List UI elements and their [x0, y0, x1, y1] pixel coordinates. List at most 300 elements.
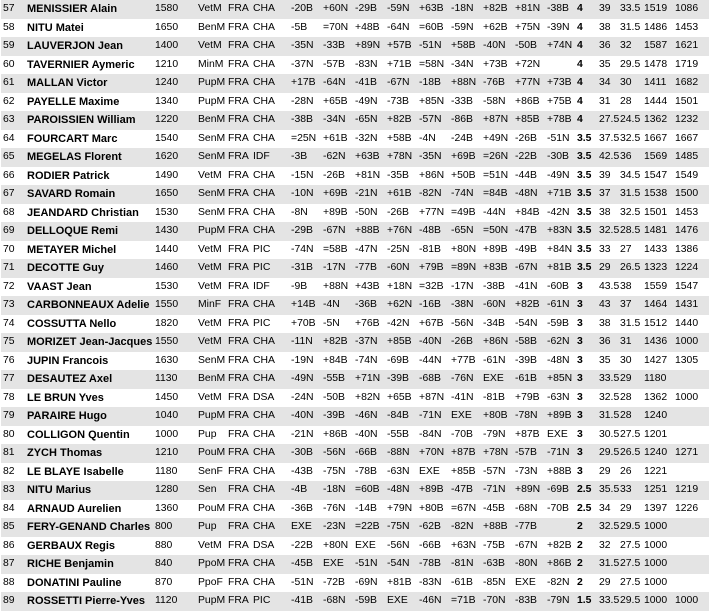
category-cell: BenM: [196, 111, 226, 130]
elo-cell: 1240: [153, 74, 196, 93]
tiebreak1-cell: 39: [597, 167, 618, 186]
points-cell: 2: [575, 537, 597, 556]
round-result-cell: -39B: [385, 370, 417, 389]
performance-cell: 1000: [642, 592, 673, 611]
round-result-cell: -9B: [289, 278, 321, 297]
rating-cell: 1667: [673, 130, 709, 149]
player-name-cell: PARAIRE Hugo: [25, 407, 153, 426]
category-cell: VetM: [196, 389, 226, 408]
round-result-cell: =71B: [449, 592, 481, 611]
tiebreak1-cell: 29.5: [597, 444, 618, 463]
points-cell: 4: [575, 37, 597, 56]
elo-cell: 1120: [153, 592, 196, 611]
round-result-cell: +78B: [545, 111, 575, 130]
round-result-cell: [545, 56, 575, 75]
league-cell: PIC: [251, 259, 289, 278]
round-result-cell: -63B: [481, 555, 513, 574]
league-cell: PIC: [251, 241, 289, 260]
performance-cell: 1240: [642, 444, 673, 463]
league-cell: IDF: [251, 278, 289, 297]
table-row: [1, 444, 709, 463]
round-result-cell: -40N: [417, 333, 449, 352]
points-cell: 3: [575, 407, 597, 426]
tiebreak1-cell: 38: [597, 19, 618, 38]
round-result-cell: +86N: [417, 167, 449, 186]
performance-cell: 1444: [642, 93, 673, 112]
round-result-cell: -4N: [321, 296, 353, 315]
round-result-cell: -28N: [289, 93, 321, 112]
round-result-cell: EXE: [353, 537, 385, 556]
round-result-cell: -58B: [513, 333, 545, 352]
tiebreak1-cell: 38: [597, 204, 618, 223]
rating-cell: 1219: [673, 481, 709, 500]
tiebreak1-cell: 31.5: [597, 407, 618, 426]
round-result-cell: =58B: [321, 241, 353, 260]
rating-cell: [673, 537, 709, 556]
elo-cell: 1530: [153, 278, 196, 297]
table-row: [1, 315, 709, 334]
round-result-cell: -56N: [449, 315, 481, 334]
round-result-cell: +69B: [321, 185, 353, 204]
round-result-cell: -39N: [545, 19, 575, 38]
elo-cell: 1180: [153, 463, 196, 482]
round-result-cell: -30B: [545, 148, 575, 167]
rating-cell: 1440: [673, 315, 709, 334]
round-result-cell: -4B: [289, 481, 321, 500]
player-name-cell: VAAST Jean: [25, 278, 153, 297]
rank-cell: 58: [1, 19, 25, 38]
round-result-cell: -41B: [289, 592, 321, 611]
round-result-cell: +43B: [353, 278, 385, 297]
round-result-cell: -61B: [449, 574, 481, 593]
elo-cell: 1450: [153, 389, 196, 408]
tiebreak2-cell: 31: [618, 333, 642, 352]
table-row: [1, 518, 709, 537]
round-result-cell: -63N: [545, 389, 575, 408]
category-cell: VetM: [196, 315, 226, 334]
round-result-cell: -46N: [417, 592, 449, 611]
round-result-cell: -18N: [449, 0, 481, 19]
player-name-cell: DECOTTE Guy: [25, 259, 153, 278]
league-cell: PIC: [251, 315, 289, 334]
player-name-cell: JEANDARD Christian: [25, 204, 153, 223]
round-result-cell: -35N: [417, 148, 449, 167]
nationality-cell: FRA: [226, 426, 251, 445]
round-result-cell: -51N: [289, 574, 321, 593]
rank-cell: 83: [1, 481, 25, 500]
player-name-cell: JUPIN Francois: [25, 352, 153, 371]
league-cell: IDF: [251, 148, 289, 167]
points-cell: 1.5: [575, 592, 597, 611]
league-cell: CHA: [251, 167, 289, 186]
tiebreak2-cell: 32.5: [618, 130, 642, 149]
round-result-cell: -51N: [545, 130, 575, 149]
rank-cell: 61: [1, 74, 25, 93]
tiebreak2-cell: 33: [618, 481, 642, 500]
player-name-cell: COSSUTTA Nello: [25, 315, 153, 334]
tiebreak2-cell: 29.5: [618, 56, 642, 75]
round-result-cell: +81B: [545, 259, 575, 278]
round-result-cell: -24N: [289, 389, 321, 408]
round-result-cell: EXE: [289, 518, 321, 537]
elo-cell: 1550: [153, 333, 196, 352]
rating-cell: 1226: [673, 500, 709, 519]
round-result-cell: -41N: [513, 278, 545, 297]
league-cell: CHA: [251, 518, 289, 537]
round-result-cell: +76B: [353, 315, 385, 334]
round-result-cell: -79N: [481, 426, 513, 445]
nationality-cell: FRA: [226, 93, 251, 112]
round-result-cell: +80N: [321, 537, 353, 556]
category-cell: VetM: [196, 37, 226, 56]
player-name-cell: TAVERNIER Aymeric: [25, 56, 153, 75]
nationality-cell: FRA: [226, 204, 251, 223]
round-result-cell: =22B: [353, 518, 385, 537]
category-cell: BenM: [196, 19, 226, 38]
round-result-cell: -42N: [385, 315, 417, 334]
rating-cell: 1386: [673, 241, 709, 260]
round-result-cell: -47N: [353, 241, 385, 260]
category-cell: SenM: [196, 148, 226, 167]
rating-cell: [673, 370, 709, 389]
elo-cell: 1650: [153, 19, 196, 38]
rating-cell: 1305: [673, 352, 709, 371]
table-row: [1, 537, 709, 556]
points-cell: 3.5: [575, 259, 597, 278]
performance-cell: 1587: [642, 37, 673, 56]
round-result-cell: -30B: [289, 444, 321, 463]
round-result-cell: -84B: [385, 407, 417, 426]
round-result-cell: +63N: [449, 537, 481, 556]
player-name-cell: COLLIGON Quentin: [25, 426, 153, 445]
round-result-cell: -57N: [481, 463, 513, 482]
round-result-cell: -23N: [321, 518, 353, 537]
elo-cell: 1620: [153, 148, 196, 167]
rank-cell: 66: [1, 167, 25, 186]
points-cell: 3.5: [575, 185, 597, 204]
league-cell: CHA: [251, 93, 289, 112]
points-cell: 2: [575, 574, 597, 593]
tiebreak1-cell: 29: [597, 574, 618, 593]
round-result-cell: -48N: [513, 185, 545, 204]
round-result-cell: -4N: [417, 130, 449, 149]
round-result-cell: -31B: [289, 259, 321, 278]
rank-cell: 80: [1, 426, 25, 445]
performance-cell: 1501: [642, 204, 673, 223]
league-cell: CHA: [251, 56, 289, 75]
round-result-cell: +85N: [417, 93, 449, 112]
nationality-cell: FRA: [226, 111, 251, 130]
rank-cell: 84: [1, 500, 25, 519]
round-result-cell: +87B: [513, 426, 545, 445]
round-result-cell: =67N: [449, 500, 481, 519]
standings-table: [1, 0, 709, 611]
player-name-cell: RODIER Patrick: [25, 167, 153, 186]
tiebreak1-cell: 37: [597, 185, 618, 204]
points-cell: 3: [575, 463, 597, 482]
rating-cell: [673, 407, 709, 426]
round-result-cell: +65B: [385, 389, 417, 408]
round-result-cell: =58N: [417, 56, 449, 75]
points-cell: 3: [575, 352, 597, 371]
rank-cell: 76: [1, 352, 25, 371]
points-cell: 3: [575, 389, 597, 408]
rating-cell: [673, 426, 709, 445]
round-result-cell: -68B: [417, 370, 449, 389]
round-result-cell: =25N: [289, 130, 321, 149]
round-result-cell: +87B: [449, 444, 481, 463]
rank-cell: 72: [1, 278, 25, 297]
rank-cell: 71: [1, 259, 25, 278]
nationality-cell: FRA: [226, 0, 251, 19]
performance-cell: 1362: [642, 389, 673, 408]
points-cell: 3.5: [575, 167, 597, 186]
rating-cell: 1431: [673, 296, 709, 315]
tiebreak2-cell: 28.5: [618, 222, 642, 241]
tiebreak2-cell: 27.5: [618, 426, 642, 445]
round-result-cell: -60N: [481, 296, 513, 315]
round-result-cell: -45B: [289, 555, 321, 574]
round-result-cell: -60N: [385, 259, 417, 278]
table-row: [1, 574, 709, 593]
rating-cell: 1232: [673, 111, 709, 130]
rating-cell: 1476: [673, 222, 709, 241]
round-result-cell: -34B: [481, 315, 513, 334]
round-result-cell: -56N: [385, 537, 417, 556]
round-result-cell: -29B: [289, 222, 321, 241]
round-result-cell: -32N: [353, 130, 385, 149]
rank-cell: 65: [1, 148, 25, 167]
league-cell: CHA: [251, 0, 289, 19]
nationality-cell: FRA: [226, 148, 251, 167]
league-cell: CHA: [251, 204, 289, 223]
tiebreak2-cell: 37: [618, 296, 642, 315]
round-result-cell: -72B: [321, 574, 353, 593]
round-result-cell: +79B: [513, 389, 545, 408]
table-row: [1, 19, 709, 38]
tiebreak1-cell: 32: [597, 537, 618, 556]
rank-cell: 79: [1, 407, 25, 426]
table-row: [1, 278, 709, 297]
round-result-cell: =32B: [417, 278, 449, 297]
round-result-cell: =60B: [353, 481, 385, 500]
round-result-cell: +82B: [545, 537, 575, 556]
round-result-cell: +85B: [513, 111, 545, 130]
round-result-cell: EXE: [449, 407, 481, 426]
round-result-cell: -62B: [417, 518, 449, 537]
nationality-cell: FRA: [226, 389, 251, 408]
tiebreak1-cell: 36: [597, 333, 618, 352]
round-result-cell: -33B: [321, 37, 353, 56]
category-cell: BenM: [196, 370, 226, 389]
category-cell: SenM: [196, 130, 226, 149]
tiebreak1-cell: 32.5: [597, 518, 618, 537]
points-cell: 3.5: [575, 130, 597, 149]
points-cell: 2: [575, 518, 597, 537]
table-row: [1, 500, 709, 519]
round-result-cell: +78N: [385, 148, 417, 167]
round-result-cell: +82N: [353, 389, 385, 408]
round-result-cell: -55B: [321, 370, 353, 389]
tiebreak1-cell: 33: [597, 241, 618, 260]
round-result-cell: -75B: [481, 537, 513, 556]
round-result-cell: -48B: [417, 222, 449, 241]
round-result-cell: EXE: [385, 592, 417, 611]
round-result-cell: +63B: [353, 148, 385, 167]
table-row: [1, 185, 709, 204]
nationality-cell: FRA: [226, 481, 251, 500]
table-row: [1, 148, 709, 167]
elo-cell: 1210: [153, 444, 196, 463]
rating-cell: 1501: [673, 93, 709, 112]
performance-cell: 1000: [642, 518, 673, 537]
round-result-cell: -44B: [513, 167, 545, 186]
tiebreak2-cell: 27.5: [618, 537, 642, 556]
round-result-cell: +61B: [385, 185, 417, 204]
league-cell: DSA: [251, 537, 289, 556]
nationality-cell: FRA: [226, 259, 251, 278]
rating-cell: 1549: [673, 167, 709, 186]
round-result-cell: -17N: [449, 278, 481, 297]
round-result-cell: +86B: [545, 555, 575, 574]
tiebreak2-cell: 33.5: [618, 0, 642, 19]
round-result-cell: +49N: [481, 130, 513, 149]
elo-cell: 880: [153, 537, 196, 556]
round-result-cell: +82B: [385, 111, 417, 130]
round-result-cell: =84B: [481, 185, 513, 204]
table-row: [1, 204, 709, 223]
tiebreak1-cell: 36: [597, 37, 618, 56]
nationality-cell: FRA: [226, 185, 251, 204]
tiebreak2-cell: 27: [618, 241, 642, 260]
points-cell: 2: [575, 555, 597, 574]
tiebreak1-cell: 29: [597, 463, 618, 482]
rank-cell: 85: [1, 518, 25, 537]
round-result-cell: -34N: [449, 56, 481, 75]
round-result-cell: +75B: [545, 93, 575, 112]
round-result-cell: =89N: [449, 259, 481, 278]
round-result-cell: +89N: [513, 481, 545, 500]
performance-cell: 1397: [642, 500, 673, 519]
league-cell: CHA: [251, 407, 289, 426]
round-result-cell: -35B: [385, 167, 417, 186]
tiebreak2-cell: 26: [618, 463, 642, 482]
category-cell: PupM: [196, 222, 226, 241]
round-result-cell: -63N: [385, 463, 417, 482]
player-name-cell: GERBAUX Regis: [25, 537, 153, 556]
rank-cell: 89: [1, 592, 25, 611]
nationality-cell: FRA: [226, 167, 251, 186]
rank-cell: 62: [1, 93, 25, 112]
category-cell: SenF: [196, 463, 226, 482]
performance-cell: 1000: [642, 555, 673, 574]
tiebreak1-cell: 42.5: [597, 148, 618, 167]
round-result-cell: +85N: [545, 370, 575, 389]
round-result-cell: +77N: [417, 204, 449, 223]
round-result-cell: -39B: [513, 352, 545, 371]
table-row: [1, 56, 709, 75]
league-cell: CHA: [251, 74, 289, 93]
round-result-cell: +71B: [385, 56, 417, 75]
round-result-cell: -50N: [353, 204, 385, 223]
round-result-cell: -67N: [513, 259, 545, 278]
tiebreak1-cell: 31: [597, 93, 618, 112]
round-result-cell: -71N: [417, 407, 449, 426]
tiebreak2-cell: 27.5: [618, 574, 642, 593]
round-result-cell: [545, 518, 575, 537]
category-cell: Pup: [196, 518, 226, 537]
rank-cell: 81: [1, 444, 25, 463]
performance-cell: 1569: [642, 148, 673, 167]
round-result-cell: -70N: [481, 592, 513, 611]
round-result-cell: -38N: [449, 296, 481, 315]
nationality-cell: FRA: [226, 463, 251, 482]
round-result-cell: +17B: [289, 74, 321, 93]
round-result-cell: +84N: [545, 241, 575, 260]
round-result-cell: +82B: [481, 0, 513, 19]
elo-cell: 1210: [153, 56, 196, 75]
league-cell: CHA: [251, 574, 289, 593]
round-result-cell: -64N: [385, 19, 417, 38]
table-row: [1, 370, 709, 389]
round-result-cell: -61N: [481, 352, 513, 371]
round-result-cell: +58B: [385, 130, 417, 149]
performance-cell: 1667: [642, 130, 673, 149]
round-result-cell: -61B: [513, 370, 545, 389]
category-cell: PouM: [196, 444, 226, 463]
round-result-cell: -15N: [289, 167, 321, 186]
rating-cell: [673, 555, 709, 574]
player-name-cell: RICHE Benjamin: [25, 555, 153, 574]
tiebreak2-cell: 28: [618, 389, 642, 408]
performance-cell: 1000: [642, 537, 673, 556]
points-cell: 4: [575, 19, 597, 38]
points-cell: 2.5: [575, 481, 597, 500]
round-result-cell: -78B: [417, 555, 449, 574]
round-result-cell: +67B: [417, 315, 449, 334]
performance-cell: 1221: [642, 463, 673, 482]
rank-cell: 74: [1, 315, 25, 334]
round-result-cell: -37N: [289, 56, 321, 75]
round-result-cell: -83B: [513, 592, 545, 611]
round-result-cell: +48B: [353, 19, 385, 38]
nationality-cell: FRA: [226, 130, 251, 149]
round-result-cell: -57B: [513, 444, 545, 463]
round-result-cell: -75N: [321, 463, 353, 482]
category-cell: PouM: [196, 500, 226, 519]
tiebreak2-cell: 24.5: [618, 111, 642, 130]
round-result-cell: -62N: [545, 333, 575, 352]
round-result-cell: -71N: [481, 481, 513, 500]
nationality-cell: FRA: [226, 296, 251, 315]
table-row: [1, 555, 709, 574]
tiebreak1-cell: 30.5: [597, 426, 618, 445]
round-result-cell: -51N: [353, 555, 385, 574]
round-result-cell: -26B: [449, 333, 481, 352]
elo-cell: 800: [153, 518, 196, 537]
performance-cell: 1559: [642, 278, 673, 297]
tiebreak1-cell: 32.5: [597, 389, 618, 408]
table-row: [1, 0, 709, 19]
round-result-cell: +82B: [321, 333, 353, 352]
round-result-cell: -54N: [385, 555, 417, 574]
nationality-cell: FRA: [226, 574, 251, 593]
tiebreak1-cell: 33.5: [597, 592, 618, 611]
round-result-cell: -20B: [289, 0, 321, 19]
round-result-cell: -73B: [385, 93, 417, 112]
table-row: [1, 111, 709, 130]
rating-cell: 1500: [673, 185, 709, 204]
